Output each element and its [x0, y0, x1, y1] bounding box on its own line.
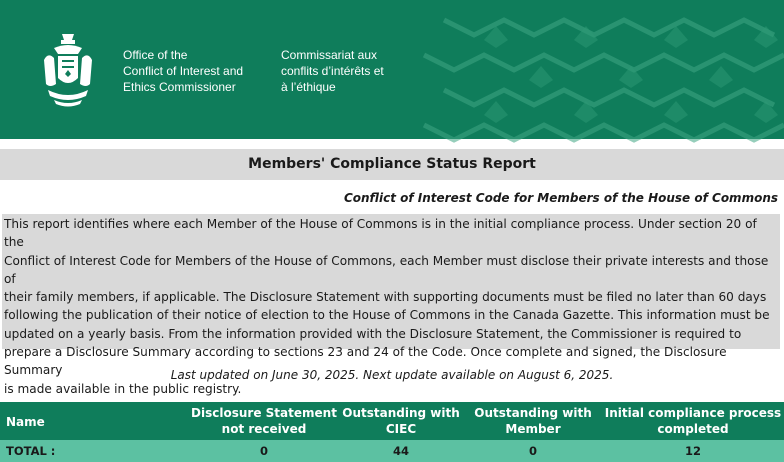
- intro-line: is made available in the public registry.: [4, 381, 242, 396]
- intro-line: Conflict of Interest Code for Members of the House of Commons, each Member must disclose their private interests and those of: [4, 253, 769, 286]
- canada-coat-of-arms-icon: [40, 30, 96, 110]
- organization-name-english: [123, 47, 243, 95]
- column-header-disclosure-not-received[interactable]: Disclosure Statement not received: [191, 406, 337, 436]
- maple-leaf-pattern-icon: [424, 0, 784, 139]
- total-disclosure-not-received: 0: [259, 444, 268, 458]
- last-updated-note: Last updated on June 30, 2025. Next update available on August 6, 2025.: [170, 368, 614, 382]
- intro-line: their family members, if applicable. The Disclosure Statement with supporting documents must be filed no later than 60 days: [4, 290, 767, 305]
- code-subtitle: Conflict of Interest Code for Members of the House of Commons: [343, 191, 778, 205]
- total-outstanding-member: 0: [528, 444, 537, 458]
- org-en-line: Office of the: [123, 48, 188, 62]
- report-title: Members' Compliance Status Report: [0, 149, 784, 180]
- column-header-compliance-completed[interactable]: Initial compliance process completed: [604, 406, 782, 436]
- total-compliance-completed: 12: [684, 444, 701, 458]
- total-label: TOTAL :: [6, 444, 56, 458]
- organization-name-french: [281, 47, 384, 95]
- intro-line: updated on a yearly basis. From the information provided with the Disclosure Statement, the Commissioner is required to: [4, 326, 742, 341]
- org-en-line: Ethics Commissioner: [123, 80, 236, 94]
- intro-line: This report identifies where each Member of the House of Commons is in the initial compliance process. Under section 20 of the: [4, 217, 757, 250]
- total-row: [0, 440, 784, 462]
- column-header-name[interactable]: Name: [6, 415, 45, 429]
- column-header-outstanding-member[interactable]: Outstanding with Member: [474, 406, 592, 436]
- column-header-outstanding-ciec[interactable]: Outstanding with CIEC: [342, 406, 460, 436]
- total-outstanding-ciec: 44: [392, 444, 409, 458]
- intro-line: prepare a Disclosure Summary according to sections 23 and 24 of the Code. Once complete and signed, the Disclosure Summary: [4, 345, 727, 378]
- org-fr-line: conflits d’intérêts et: [281, 64, 384, 78]
- intro-line: following the publication of their notice of election to the House of Commons in the Canada Gazette. This information must be: [4, 308, 770, 323]
- org-en-line: Conflict of Interest and: [123, 64, 244, 78]
- org-fr-line: Commissariat aux: [281, 48, 378, 62]
- header-banner: [0, 0, 784, 139]
- org-fr-line: à l’éthique: [281, 80, 336, 94]
- table-header-row: [0, 402, 784, 440]
